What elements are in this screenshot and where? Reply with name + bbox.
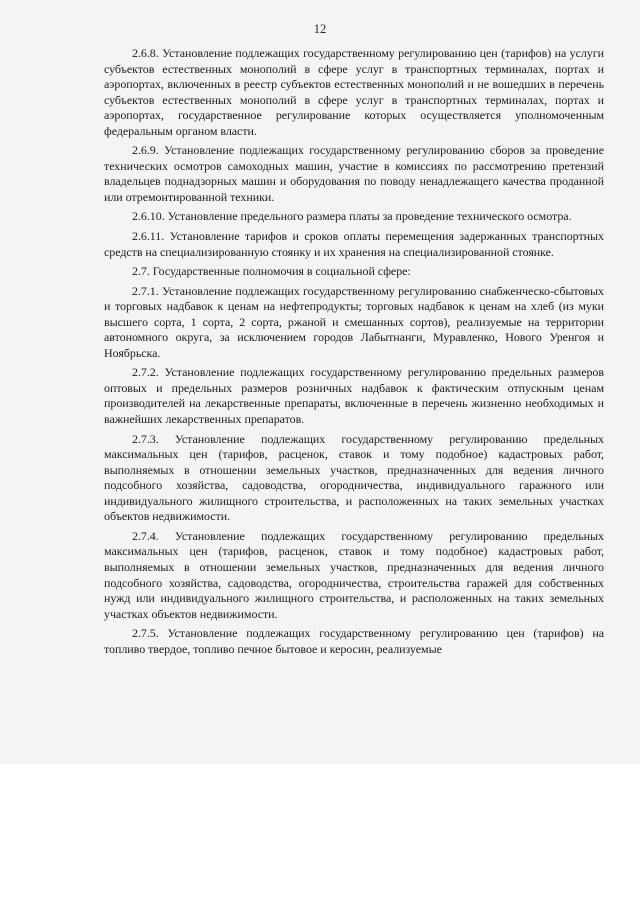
paragraph-2-6-11: 2.6.11. Установление тарифов и сроков оплаты перемещения задержанных транспортных средств на специализированную стоянку и их хранения на специализированной стоянке. [104, 229, 604, 259]
paragraph-2-7-2: 2.7.2. Установление подлежащих государственному регулированию предельных размеров оптовых и предельных размеров розничных надбавок к фактическим отпускным ценам производителей на лекарственные препараты, включенные в перечень жизненно необходимых и важнейших лекарственных препаратов. [104, 365, 604, 427]
paragraph-2-7-4: 2.7.4. Установление подлежащих государственному регулированию предельных максимальных цен (тарифов, расценок, ставок и тому подобное) кадастровых работ, выполняемых в отношении земельных участков, предназначенных для ведения личного подсобного хозяйства, садоводства, огородничества, строительства гаражей для собственных нужд или индивидуального жилищного строительства, и расположенных на таких земельных участках объектов недвижимости. [104, 528, 604, 621]
section-heading-2-7: 2.7. Государственные полномочия в социальной сфере: [132, 264, 411, 279]
document-body [104, 46, 604, 661]
page-number: 12 [313, 22, 327, 36]
paragraph-2-7-3: 2.7.3. Установление подлежащих государственному регулированию предельных максимальных цен (тарифов, расценок, ставок и тому подобное) кадастровых работ, выполняемых в отношении земельных участков, предназначенных для ведения личного подсобного хозяйства, садоводства, огородничества, индивидуального гаражного или индивидуального жилищного строительства, и расположенных на таких земельных участках объектов недвижимости. [104, 431, 604, 524]
paragraph-2-7-5: 2.7.5. Установление подлежащих государственному регулированию цен (тарифов) на топливо твердое, топливо печное бытовое и керосин, реализуемые [104, 626, 604, 656]
paragraph-2-6-8: 2.6.8. Установление подлежащих государственному регулированию цен (тарифов) на услуги субъектов естественных монополий в сфере услуг в транспортных терминалах, портах и аэропортах, включенных в реестр субъектов естественных монополий и не вошедших в перечень субъектов естественных монополий в сфере услуг в транспортных терминалах, портах и аэропортах, государственное регулирование которых осуществляется уполномоченным федеральным органом власти. [104, 46, 604, 138]
paragraph-2-6-9: 2.6.9. Установление подлежащих государственному регулированию сборов за проведение технических осмотров самоходных машин, участие в комиссиях по рассмотрению претензий владельцев поднадзорных машин и оборудования по поводу ненадлежащего качества проданной или отремонтированной техники. [104, 143, 604, 204]
paragraph-2-6-10: 2.6.10. Установление предельного размера платы за проведение технического осмотра. [132, 209, 572, 224]
paragraph-2-7-1: 2.7.1. Установление подлежащих государственному регулированию снабженческо-сбытовых и торговых надбавок к ценам на нефтепродукты; торговых надбавок к ценам на хлеб (из муки высшего сорта, 1 сорта, 2 сорта, ржаной и смешанных сортов), реализуемые на территории автономного округа, за исключением городов Лабытнанги, Муравленко, Нового Уренгоя и Ноябрьска. [104, 283, 604, 360]
